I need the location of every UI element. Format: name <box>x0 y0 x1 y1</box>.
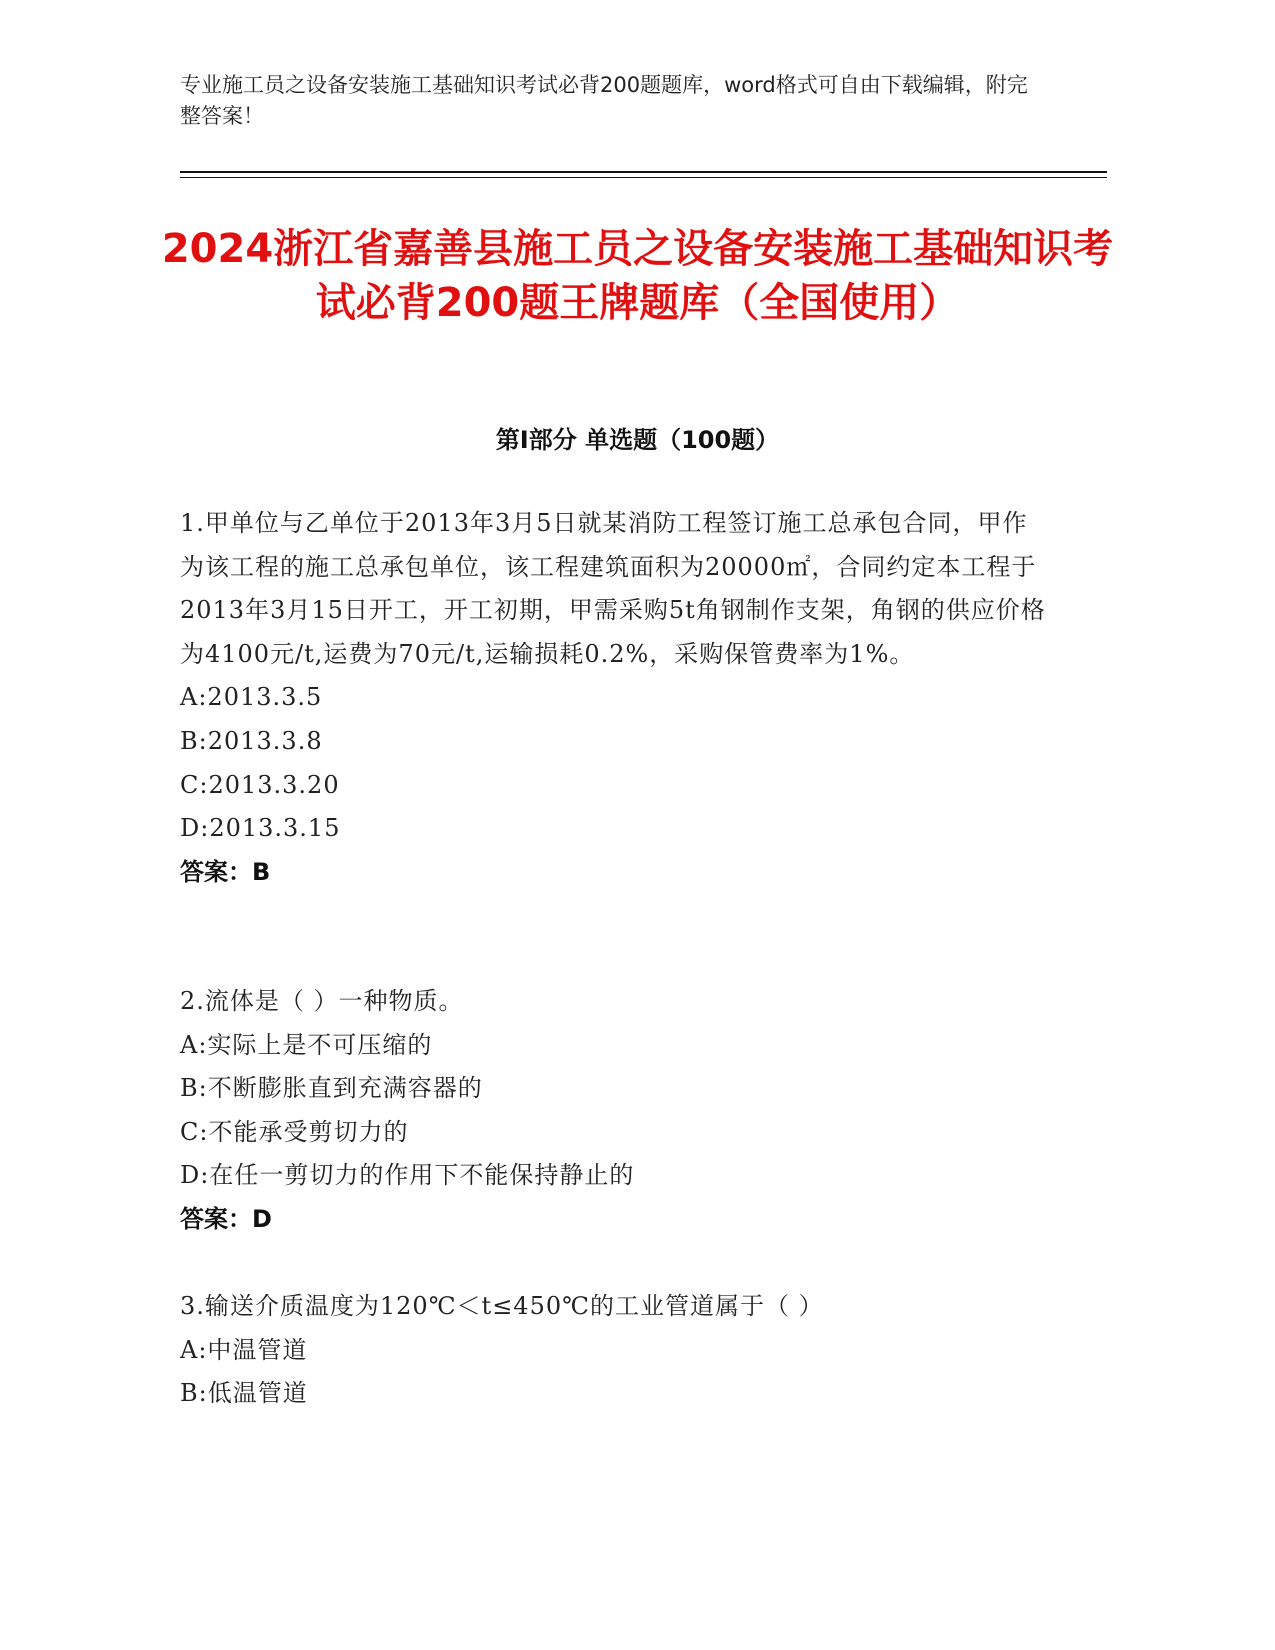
option-a: A:实际上是不可压缩的 <box>180 1030 433 1059</box>
option-a: A:2013.3.5 <box>180 683 323 712</box>
question-2 <box>180 980 1050 1242</box>
question-1 <box>180 502 1050 894</box>
document-title: 2024浙江省嘉善县施工员之设备安装施工基础知识考试必背200题王牌题库（全国使用） <box>161 226 1114 326</box>
question-3 <box>180 1285 1050 1416</box>
option-c: C:不能承受剪切力的 <box>180 1117 409 1146</box>
option-d: D:在任一剪切力的作用下不能保持静止的 <box>180 1161 635 1190</box>
question-stem: 3.输送介质温度为120℃＜t≤450℃的工业管道属于（ ） <box>180 1292 824 1320</box>
header-divider-thin <box>180 177 1107 178</box>
header-note: 专业施工员之设备安装施工基础知识考试必背200题题库，word格式可自由下载编辑，附完整答案！ <box>180 73 1028 128</box>
option-b: B:不断膨胀直到充满容器的 <box>180 1074 483 1103</box>
answer: 答案：D <box>180 1204 272 1233</box>
section-title: 第I部分 单选题（100题） <box>495 426 780 454</box>
answer: 答案：B <box>180 857 271 886</box>
header-divider-thick <box>180 171 1107 173</box>
question-stem: 2.流体是（ ）一种物质。 <box>180 987 464 1015</box>
question-stem: 1.甲单位与乙单位于2013年3月5日就某消防工程签订施工总承包合同，甲作为该工程的施工总承包单位，该工程建筑面积为20000㎡，合同约定本工程于2013年3月15日开工，开工初期，甲需采购5t角钢制作支架，角钢的供应价格为4100元/t,运费为70元/t,运输损耗0.2%，采购保管费率为1%。 <box>180 509 1046 668</box>
option-b: B:低温管道 <box>180 1379 308 1408</box>
option-b: B:2013.3.8 <box>180 726 323 755</box>
option-a: A:中温管道 <box>180 1335 308 1364</box>
option-c: C:2013.3.20 <box>180 770 340 799</box>
option-d: D:2013.3.15 <box>180 814 341 843</box>
